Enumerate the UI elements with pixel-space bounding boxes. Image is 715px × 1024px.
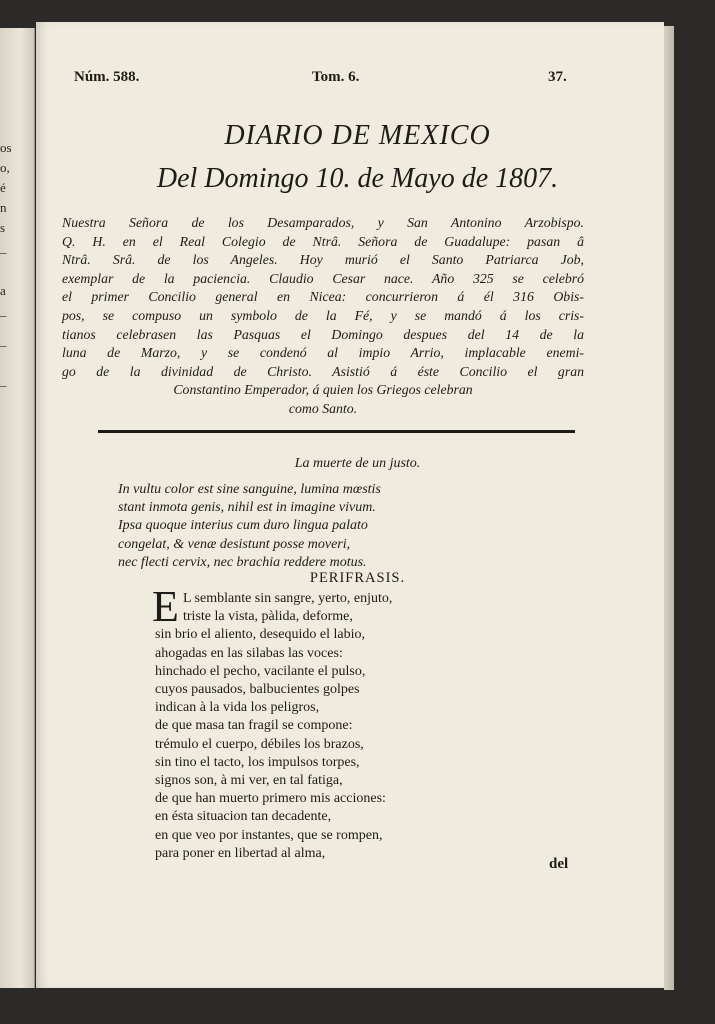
saints-of-the-day xyxy=(62,214,584,419)
saints-line: exemplar de la paciencia. Claudio Cesar nace. Año 325 se celebró xyxy=(62,270,584,286)
poem-line: ahogadas en las silabas las voces: xyxy=(155,645,343,661)
left-page-fragment: é xyxy=(0,180,6,195)
poem-line: sin tino el tacto, los impulsos torpes, xyxy=(155,754,360,770)
poem-line: hinchado el pecho, vacilante el pulso, xyxy=(155,663,366,679)
spanish-poem xyxy=(155,590,495,863)
poem-line: indican à la vida los peligros, xyxy=(155,700,320,716)
latin-line: In vultu color est sine sanguine, lumina mœstis xyxy=(118,482,381,497)
saints-line: Q. H. en el Real Colegio de Ntrâ. Señora de Guadalupe: pasan â xyxy=(62,233,584,249)
left-page-fragment: _ xyxy=(0,373,7,388)
left-page-fragment: os xyxy=(0,140,12,155)
catchword: del xyxy=(549,856,569,872)
poem-line: sin brio el aliento, desequido el labio, xyxy=(155,627,365,643)
left-page-fragment: _ xyxy=(0,240,7,255)
poem-line: trémulo el cuerpo, débiles los brazos, xyxy=(155,736,364,752)
poem-line: signos son, à mi ver, en tal fatiga, xyxy=(155,773,343,789)
latin-epigraph xyxy=(118,481,478,572)
left-page-fragment: o, xyxy=(0,160,10,175)
latin-line: congelat, & venæ desistunt posse moveri, xyxy=(118,536,351,552)
saints-line: Ntrâ. Srâ. de los Angeles. Hoy murió el Santo Patriarca Job, xyxy=(62,252,584,268)
poem-line: de que masa tan fragil se compone: xyxy=(155,718,353,734)
saints-line: Constantino Emperador, á quien los Griegos celebran xyxy=(173,382,473,398)
poem-line: de que han muerto primero mis acciones: xyxy=(155,791,386,807)
tome-number: Tom. 6. xyxy=(312,69,360,85)
page-number: 37. xyxy=(548,69,567,85)
masthead-dateline: Del Domingo 10. de Mayo de 1807. xyxy=(156,163,559,194)
latin-line: stant inmota genis, nihil est in imagine vivum. xyxy=(118,500,376,516)
saints-line: go de la divinidad de Christo. Asistió á éste Concilio el gran xyxy=(62,363,584,379)
left-page-fragment: _ xyxy=(0,333,7,348)
left-page-fragment: s xyxy=(0,220,6,235)
poem-line: en que veo por instantes, que se rompen, xyxy=(155,827,383,843)
saints-line: luna de Marzo, y se condenó al impio Arrio, implacable enemi- xyxy=(62,345,584,361)
latin-line: Ipsa quoque interius cum duro lingua palato xyxy=(118,518,368,534)
poem-line: para poner en libertad al alma, xyxy=(155,845,326,861)
left-page-fragment: n xyxy=(0,200,7,215)
latin-line: nec flecti cervix, nec brachia reddere motus. xyxy=(118,554,367,570)
poem-subtitle: PERIFRASIS. xyxy=(309,570,406,586)
saints-line: Nuestra Señora de los Desamparados, y San Antonino Arzobispo. xyxy=(62,215,584,230)
left-page-fragment: _ xyxy=(0,303,7,318)
saints-line: tianos celebrasen las Pasquas el Domingo despues del 14 de la xyxy=(62,326,584,342)
poem-line: en ésta situacion tan decadente, xyxy=(155,809,332,825)
poem-line: triste la vista, pàlida, deforme, xyxy=(183,609,353,625)
saints-line: como Santo. xyxy=(288,400,358,416)
left-page-fragment: a xyxy=(0,283,6,298)
issue-number: Núm. 588. xyxy=(74,69,140,85)
saints-line: pos, se compuso un symbolo de la Fé, y se mandó á los cris- xyxy=(62,307,584,323)
section-divider xyxy=(98,430,575,433)
poem-line: cuyos pausados, balbucientes golpes xyxy=(155,682,360,698)
masthead-title: DIARIO DE MEXICO xyxy=(224,120,491,151)
poem-line: L semblante sin sangre, yerto, enjuto, xyxy=(183,591,393,606)
saints-line: el primer Concilio general en Nicea: concurrieron á él 316 Obis- xyxy=(62,289,584,305)
drop-cap: E xyxy=(152,582,179,631)
poem-title: La muerte de un justo. xyxy=(294,456,421,471)
